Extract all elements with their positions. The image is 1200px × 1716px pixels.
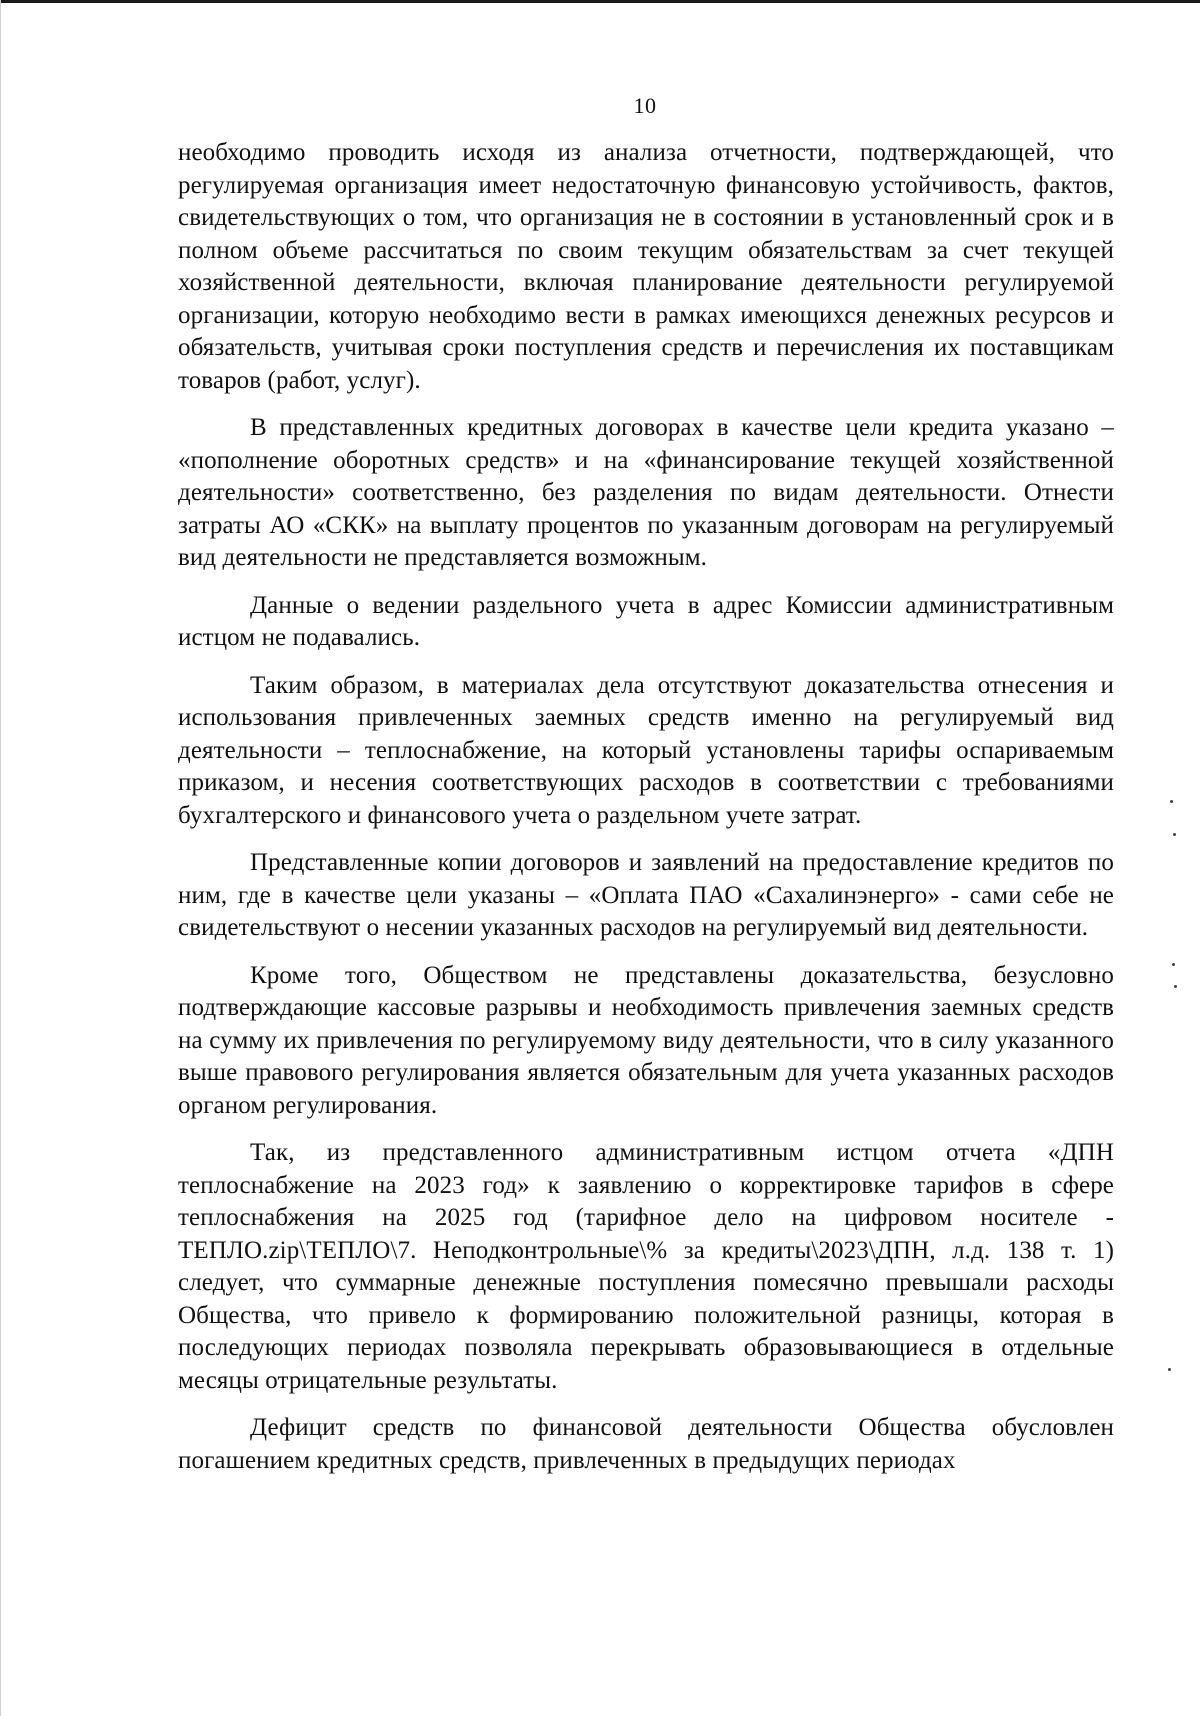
paragraph-credit-agreements: В представленных кредитных договорах в качестве цели кредита указано – «пополнение оборотных средств» и на «финансирование текущей хозяйственной деятельности» соответственно, без разделения по видам деятельности. Отнести затраты АО «СКК» на выплату процентов по указанным договорам на регулируемый вид деятельности не представляется возможным. [178, 414, 1114, 571]
page-number: 10 [633, 93, 657, 118]
paragraph-cash-gaps: Кроме того, Обществом не представлены доказательства, безусловно подтверждающие кассовые разрывы и необходимость привлечения заемных средств на сумму их привлечения по регулируемому виду деятельности, что в силу указанного выше правового регулирования является обязательным для учета указанных расходов органом регулирования. [178, 961, 1114, 1119]
page-left-edge [0, 0, 1, 1716]
paragraph-deficit: Дефицит средств по финансовой деятельности Общества обусловлен погашением кредитных средств, привлеченных в предыдущих периодах [178, 1414, 1114, 1474]
page-top-border [0, 0, 1200, 3]
paragraph-loan-copies: Представленные копии договоров и заявлений на предоставление кредитов по ним, где в качестве цели указаны – «Оплата ПАО «Сахалинэнерго» - сами себе не свидетельствуют о несении указанных расходов на регулируемый вид деятельности. [178, 849, 1114, 941]
scan-speck [1173, 833, 1176, 836]
paragraph-dpn-report: Так, из представленного административным истцом отчета «ДПН теплоснабжение на 2023 год» к заявлению о корректировке тарифов в сфере теплоснабжения на 2025 год (тарифное дело на цифровом носителе - ТЕПЛО.zip\ТЕПЛО\7. Неподконтрольные\% за кредиты\2023\ДПН, л.д. 138 т. 1) следует, что суммарные денежные поступления помесячно превышали расходы Общества, что привело к формированию положительной разницы, которая в последующих периодах позволяла перекрывать образовывающиеся в отдельные месяцы отрицательные результаты. [178, 1139, 1114, 1394]
paragraph-separate-accounting: Данные о ведении раздельного учета в адрес Комиссии административным истцом не подавались. [178, 591, 1114, 651]
paragraph-continuation: необходимо проводить исходя из анализа отчетности, подтверждающей, что регулируемая организация имеет недостаточную финансовую устойчивость, фактов, свидетельствующих о том, что организация не в состоянии в установленный срок и в полном объеме рассчитаться по своим текущим обязательствам за счет текущей хозяйственной деятельности, включая планирование деятельности регулируемой организации, которую необходимо вести в рамках имеющихся денежных ресурсов и обязательств, учитывая сроки поступления средств и перечисления их поставщикам товаров (работ, услуг). [178, 139, 1114, 394]
document-body [178, 137, 1114, 1477]
scan-speck [1170, 800, 1173, 803]
scan-speck [1172, 963, 1175, 966]
paragraph-conclusion: Таким образом, в материалах дела отсутствуют доказательства отнесения и использования привлеченных заемных средств именно на регулируемый вид деятельности – теплоснабжение, на который установлены тарифы оспариваемым приказом, и несения соответствующих расходов в соответствии с требованиями бухгалтерского и финансового учета о раздельном учете затрат. [178, 671, 1114, 829]
scan-speck [1174, 985, 1177, 988]
scan-speck [1168, 1368, 1171, 1371]
